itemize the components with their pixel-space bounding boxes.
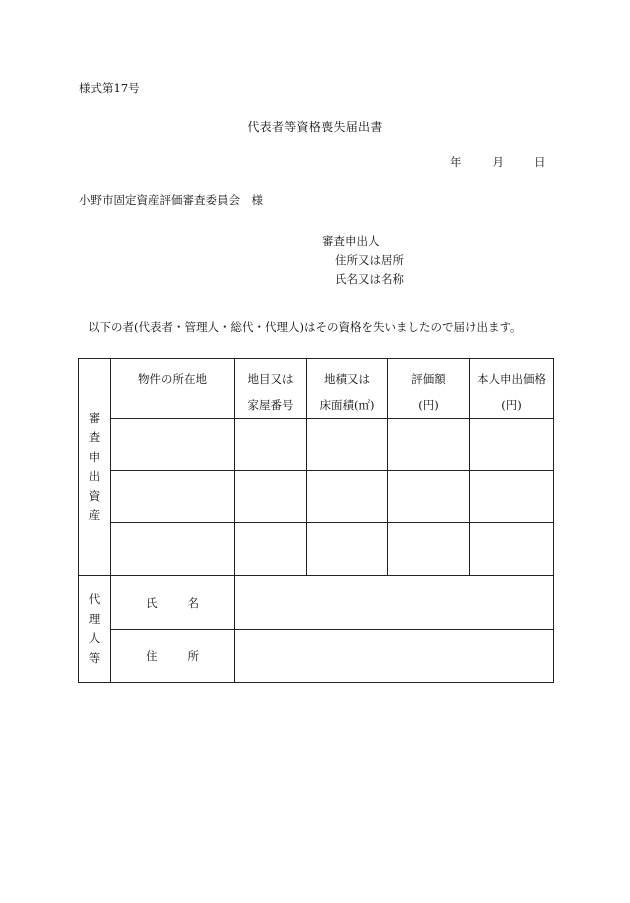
- asset-cell-land-category[interactable]: [235, 471, 307, 523]
- asset-section-label-cell: [79, 359, 111, 576]
- asset-row: [79, 419, 554, 471]
- date-day: 日: [534, 155, 546, 169]
- agent-address-label: 住 所: [111, 630, 235, 683]
- agent-address-field[interactable]: [235, 630, 554, 683]
- agent-section-label-char: 等: [88, 650, 101, 665]
- col-declared-price-header: 本人申出価格 (円): [470, 359, 554, 419]
- date-line: [450, 157, 546, 169]
- asset-section-label: [79, 409, 110, 526]
- asset-section-label-char: 出: [88, 469, 101, 483]
- asset-section-label-char: 査: [88, 430, 101, 444]
- asset-cell-land-category[interactable]: [235, 419, 307, 471]
- agent-name-label: 氏 名: [111, 576, 235, 630]
- asset-section-label-char: 産: [88, 508, 101, 522]
- asset-cell-valuation[interactable]: [388, 419, 470, 471]
- asset-cell-area[interactable]: [307, 419, 388, 471]
- asset-cell-declared-price[interactable]: [470, 523, 554, 576]
- asset-cell-land-category[interactable]: [235, 523, 307, 576]
- asset-row: [79, 471, 554, 523]
- date-month: 月: [492, 155, 504, 169]
- col-land-category-header: 地目又は 家屋番号: [235, 359, 307, 419]
- agent-section-label-char: 人: [88, 631, 101, 645]
- asset-cell-location[interactable]: [111, 523, 235, 576]
- asset-cell-location[interactable]: [111, 419, 235, 471]
- col-location-header: 物件の所在地: [111, 359, 235, 419]
- agent-section-label-cell: [79, 576, 111, 683]
- asset-cell-declared-price[interactable]: [470, 471, 554, 523]
- applicant-block: [322, 232, 404, 289]
- form-number: 様式第17号: [79, 81, 140, 95]
- asset-cell-area[interactable]: [307, 523, 388, 576]
- applicant-label: 審査申出人: [322, 234, 380, 248]
- applicant-name-label: 氏名又は名称: [335, 272, 404, 286]
- asset-cell-area[interactable]: [307, 471, 388, 523]
- asset-section-label-char: 資: [88, 488, 101, 503]
- asset-cell-location[interactable]: [111, 471, 235, 523]
- asset-section-label-char: 審: [88, 410, 101, 425]
- document-title: 代表者等資格喪失届出書: [247, 120, 383, 134]
- asset-cell-valuation[interactable]: [388, 471, 470, 523]
- asset-row: [79, 523, 554, 576]
- date-year: 年: [450, 155, 462, 169]
- agent-section-label-char: 代: [88, 592, 101, 606]
- agent-name-field[interactable]: [235, 576, 554, 630]
- applicant-address-label: 住所又は居所: [335, 253, 404, 267]
- statement-text: 以下の者(代表者・管理人・総代・代理人)はその資格を失いましたので届け出ます。: [88, 320, 522, 334]
- col-area-header: 地積又は 床面積(㎡): [307, 359, 388, 419]
- agent-section-label-char: 理: [88, 611, 101, 626]
- asset-section-label-char: 申: [88, 449, 101, 464]
- addressee: 小野市固定資産評価審査委員会 様: [79, 193, 263, 207]
- asset-table: [78, 358, 554, 683]
- asset-cell-declared-price[interactable]: [470, 419, 554, 471]
- col-valuation-header: 評価額 (円): [388, 359, 470, 419]
- asset-cell-valuation[interactable]: [388, 523, 470, 576]
- agent-section-label: [79, 590, 110, 668]
